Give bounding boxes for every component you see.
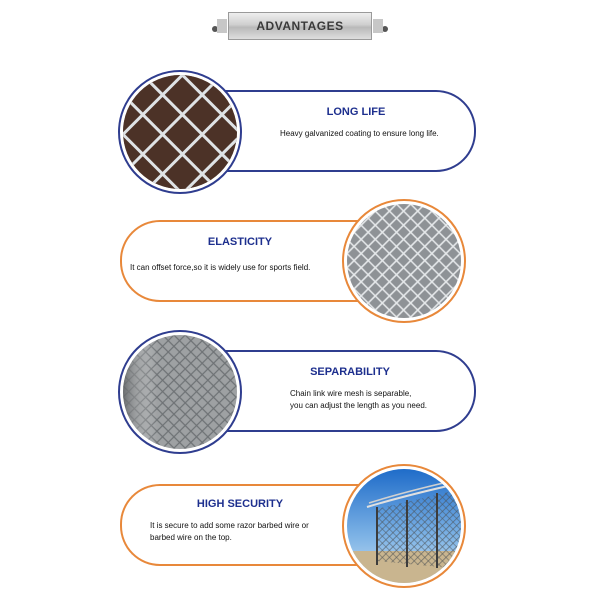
- advantage-description-line: It is secure to add some razor barbed wire or: [150, 521, 309, 530]
- advantage-description-line: Chain link wire mesh is separable,: [290, 389, 412, 398]
- advantage-description: [150, 520, 360, 544]
- header-banner: [228, 12, 372, 40]
- chain-link-closeup-image: [118, 70, 242, 194]
- page-title: ADVANTAGES: [256, 19, 344, 33]
- advantage-title: HIGH SECURITY: [196, 498, 284, 510]
- advantage-title: SEPARABILITY: [310, 366, 390, 378]
- chain-link-rolled-mesh-image: [118, 330, 242, 454]
- advantage-description: [290, 388, 470, 412]
- chain-link-roll-image: [342, 199, 466, 323]
- advantage-description: [280, 128, 470, 140]
- advantage-description-line: It can offset force,so it is widely use for sports field.: [130, 263, 311, 272]
- advantage-title: ELASTICITY: [207, 236, 273, 248]
- advantage-description-line: you can adjust the length as you need.: [290, 401, 427, 410]
- advantage-description-line: Heavy galvanized coating to ensure long life.: [280, 129, 439, 138]
- chain-link-fence-image: [342, 464, 466, 588]
- advantage-description-line: barbed wire on the top.: [150, 533, 232, 542]
- advantage-title: LONG LIFE: [326, 106, 386, 118]
- advantage-description: [130, 262, 350, 274]
